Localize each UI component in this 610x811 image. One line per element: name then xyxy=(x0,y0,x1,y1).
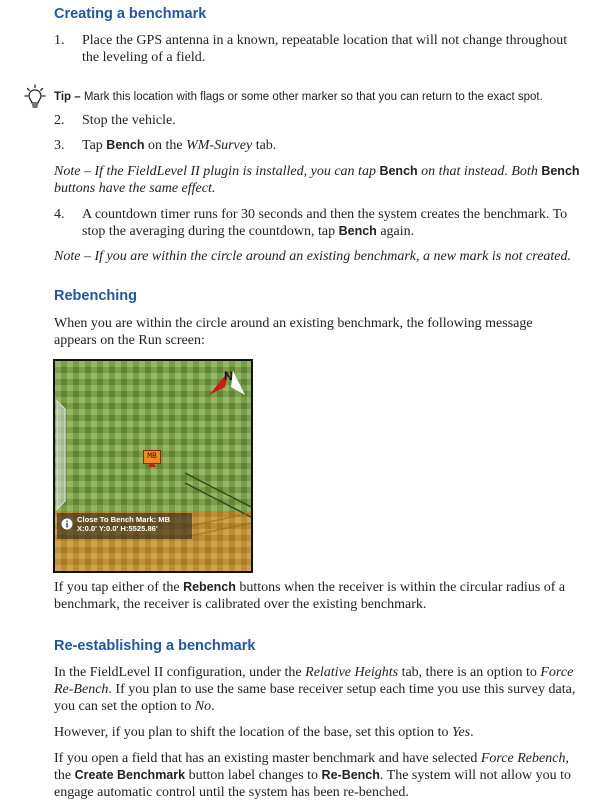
note-2-lead: Note – xyxy=(54,249,95,264)
note-1-line-2: buttons have the same effect. xyxy=(54,181,216,196)
p3-line-2-mid: button label changes to xyxy=(185,768,322,783)
rebench-after-line-2: benchmark, the receiver is calibrated over the existing benchmark. xyxy=(54,597,427,612)
tip-body: Mark this location with flags or some other marker so that you can return to the exact spot. xyxy=(83,91,543,103)
reestablish-p3 xyxy=(54,750,594,801)
step-1-text xyxy=(82,32,597,66)
rebenching-after xyxy=(54,579,594,613)
step-4-bold: Bench xyxy=(338,224,377,238)
step-4-line-1: A countdown timer runs for 30 seconds and then the system creates the benchmark. To xyxy=(82,207,568,222)
step-1-number: 1. xyxy=(54,33,65,48)
p1-line-2-italic: Re-Bench xyxy=(54,682,109,697)
p2-pre: However, if you plan to shift the location of the base, set this option to xyxy=(54,725,452,740)
tip-lead: Tip – xyxy=(54,91,81,103)
p2-italic: Yes xyxy=(451,725,471,740)
p3-line-2-pre: the xyxy=(54,768,75,783)
step-3-italic: WM-Survey xyxy=(186,138,253,153)
step-1-line-2: the leveling of a field. xyxy=(82,50,206,65)
rebenching-intro-line-1: When you are within the circle around an existing benchmark, the following message xyxy=(54,316,533,331)
reestablish-p2 xyxy=(54,724,594,741)
p3-bold-2: Re-Bench xyxy=(321,768,380,782)
note-2 xyxy=(54,248,594,265)
p3-line-3: engage automatic control until the system has been re-benched. xyxy=(54,785,409,800)
step-4-number: 4. xyxy=(54,207,65,222)
rebenching-intro-line-2: appears on the Run screen: xyxy=(54,333,205,348)
reestablish-p1 xyxy=(54,664,594,715)
rebench-after-pre: If you tap either of the xyxy=(54,580,184,595)
rebenching-intro xyxy=(54,315,594,349)
message-line-1: Close To Bench Mark: MB xyxy=(77,515,171,524)
step-3-post: tab. xyxy=(252,138,277,153)
step-3-pre: Tap xyxy=(82,138,107,153)
p2-post: . xyxy=(470,725,474,740)
rebench-after-post: buttons when the receiver is within the circular radius of a xyxy=(235,580,566,595)
note-1 xyxy=(54,163,594,197)
benchmark-label: MB xyxy=(143,450,161,464)
note-2-text: If you are within the circle around an existing benchmark, a new mark is not created. xyxy=(94,249,572,264)
p1-line-3-pre: you can set the option to xyxy=(54,699,195,714)
note-1-bold-1: Bench xyxy=(379,164,418,178)
info-icon xyxy=(61,518,73,530)
p3-bold-1: Create Benchmark xyxy=(74,768,186,782)
note-1-bold-2: Bench xyxy=(541,164,580,178)
step-3-text xyxy=(82,137,597,154)
p3-line-2-post: . The system will not allow you to xyxy=(379,768,571,783)
tip-text xyxy=(54,89,604,105)
note-1-pre: If the FieldLevel II plugin is installed, you can tap xyxy=(94,164,380,179)
p3-italic: Force Rebench xyxy=(480,751,566,766)
p1-line-3-italic: No xyxy=(194,699,212,714)
message-line-2: X:0.0' Y:0.0' H:5525.86' xyxy=(77,524,158,533)
p3-post: , xyxy=(565,751,569,766)
message-text xyxy=(77,515,170,533)
p1-italic-1: Relative Heights xyxy=(305,665,399,680)
field-overlay xyxy=(55,361,251,571)
step-1-line-1: Place the GPS antenna in a known, repeatable location that will not change throughout xyxy=(82,33,568,48)
rebench-after-bold: Rebench xyxy=(183,580,236,594)
p1-italic-2: Force xyxy=(540,665,574,680)
step-3-bold: Bench xyxy=(106,138,145,152)
step-3-number: 3. xyxy=(54,138,65,153)
run-screen-image xyxy=(53,359,253,573)
step-2-text: Stop the vehicle. xyxy=(82,113,176,128)
step-3-mid: on the xyxy=(144,138,187,153)
step-4-text xyxy=(82,206,597,240)
heading-rebenching: Rebenching xyxy=(54,288,137,304)
note-1-mid: on that instead. Both xyxy=(417,164,542,179)
compass-label: N xyxy=(224,369,233,383)
step-2-number: 2. xyxy=(54,113,65,128)
heading-creating-benchmark: Creating a benchmark xyxy=(54,6,207,22)
p1-line-2-post: . If you plan to use the same base receiver setup each time you use this survey data, xyxy=(108,682,576,697)
lightbulb-icon xyxy=(22,84,48,110)
step-4-line-2-post: again. xyxy=(376,224,415,239)
p3-pre: If you open a field that has an existing master benchmark and have selected xyxy=(54,751,481,766)
note-1-lead: Note – xyxy=(54,164,95,179)
heading-reestablishing: Re-establishing a benchmark xyxy=(54,638,256,654)
p1-mid: tab, there is an option to xyxy=(398,665,541,680)
p1-line-3-post: . xyxy=(211,699,215,714)
step-4-line-2-pre: stop the averaging during the countdown, tap xyxy=(82,224,339,239)
p1-pre: In the FieldLevel II configuration, under the xyxy=(54,665,306,680)
